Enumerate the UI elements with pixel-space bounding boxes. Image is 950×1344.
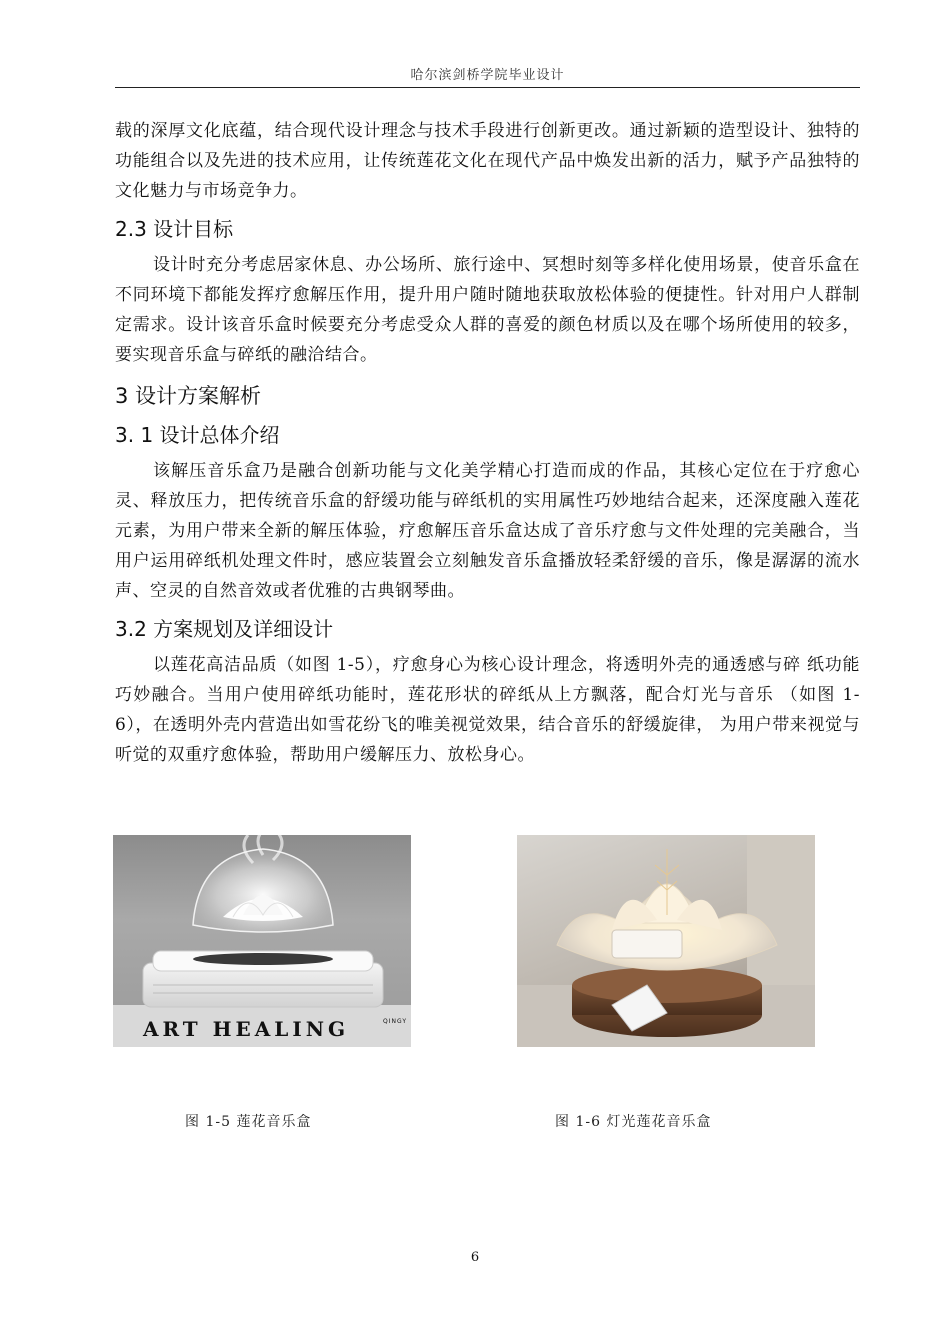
lit-lotus-illustration [517, 835, 815, 1047]
section-heading-2-3: 2.3 设计目标 [115, 217, 234, 241]
art-healing-logo: ART HEALING [143, 1017, 350, 1041]
figure-lit-lotus-music-box [517, 835, 815, 1047]
section-heading-3-2: 3.2 方案规划及详细设计 [115, 617, 334, 641]
logo-side-text: QINGY [383, 1018, 407, 1025]
figure-caption-1-6: 图 1-6 灯光莲花音乐盒 [555, 1114, 712, 1130]
paragraph-overall-intro: 该解压音乐盒乃是融合创新功能与文化美学精心打造而成的作品，其核心定位在于疗愈心灵、释放压力，把传统音乐盒的舒缓功能与碎纸机的实用属性巧妙地结合起来，还深度融入莲花元素，为用户带来全新的解压体验，疗愈解压音乐盒达成了音乐疗愈与文件处理的完美融合，当用户运用碎纸机处理文件时，感应装置会立刻触发音乐盒播放轻柔舒缓的音乐，像是潺潺的流水声、空灵的自然音效或者优雅的古典钢琴曲。 [115, 461, 860, 601]
document-body [115, 116, 860, 770]
figure-caption-1-5: 图 1-5 莲花音乐盒 [185, 1114, 312, 1130]
running-header: 哈尔滨剑桥学院毕业设计 [410, 68, 565, 83]
lotus-music-box-illustration [113, 835, 411, 1047]
figure-lotus-music-box [113, 835, 411, 1047]
section-heading-3: 3 设计方案解析 [115, 384, 262, 408]
paragraph-detailed-design: 以莲花高洁品质（如图 1-5），疗愈身心为核心设计理念，将透明外壳的通透感与碎 纸功能巧妙融合。当用户使用碎纸功能时，莲花形状的碎纸从上方飘落，配合灯光与音乐 （如图 1-6），在透明外壳内营造出如雪花纷飞的唯美视觉效果，结合音乐的舒缓旋律， 为用户带来视觉与听觉的双重疗愈体验，帮助用户缓解压力、放松身心。 [115, 655, 860, 765]
paragraph-intro: 载的深厚文化底蕴，结合现代设计理念与技术手段进行创新更改。通过新颖的造型设计、独特的功能组合以及先进的技术应用，让传统莲花文化在现代产品中焕发出新的活力，赋予产品独特的文化魅力与市场竞争力。 [115, 121, 860, 201]
paragraph-design-goals: 设计时充分考虑居家休息、办公场所、旅行途中、冥想时刻等多样化使用场景，使音乐盒在不同环境下都能发挥疗愈解压作用，提升用户随时随地获取放松体验的便捷性。针对用户人群制定需求。设计该音乐盒时候要充分考虑受众人群的喜爱的颜色材质以及在哪个场所使用的较多，要实现音乐盒与碎纸的融洽结合。 [115, 255, 860, 365]
section-heading-3-1: 3. 1 设计总体介绍 [115, 423, 280, 447]
page-number: 6 [470, 1250, 480, 1265]
header-divider [115, 87, 860, 88]
